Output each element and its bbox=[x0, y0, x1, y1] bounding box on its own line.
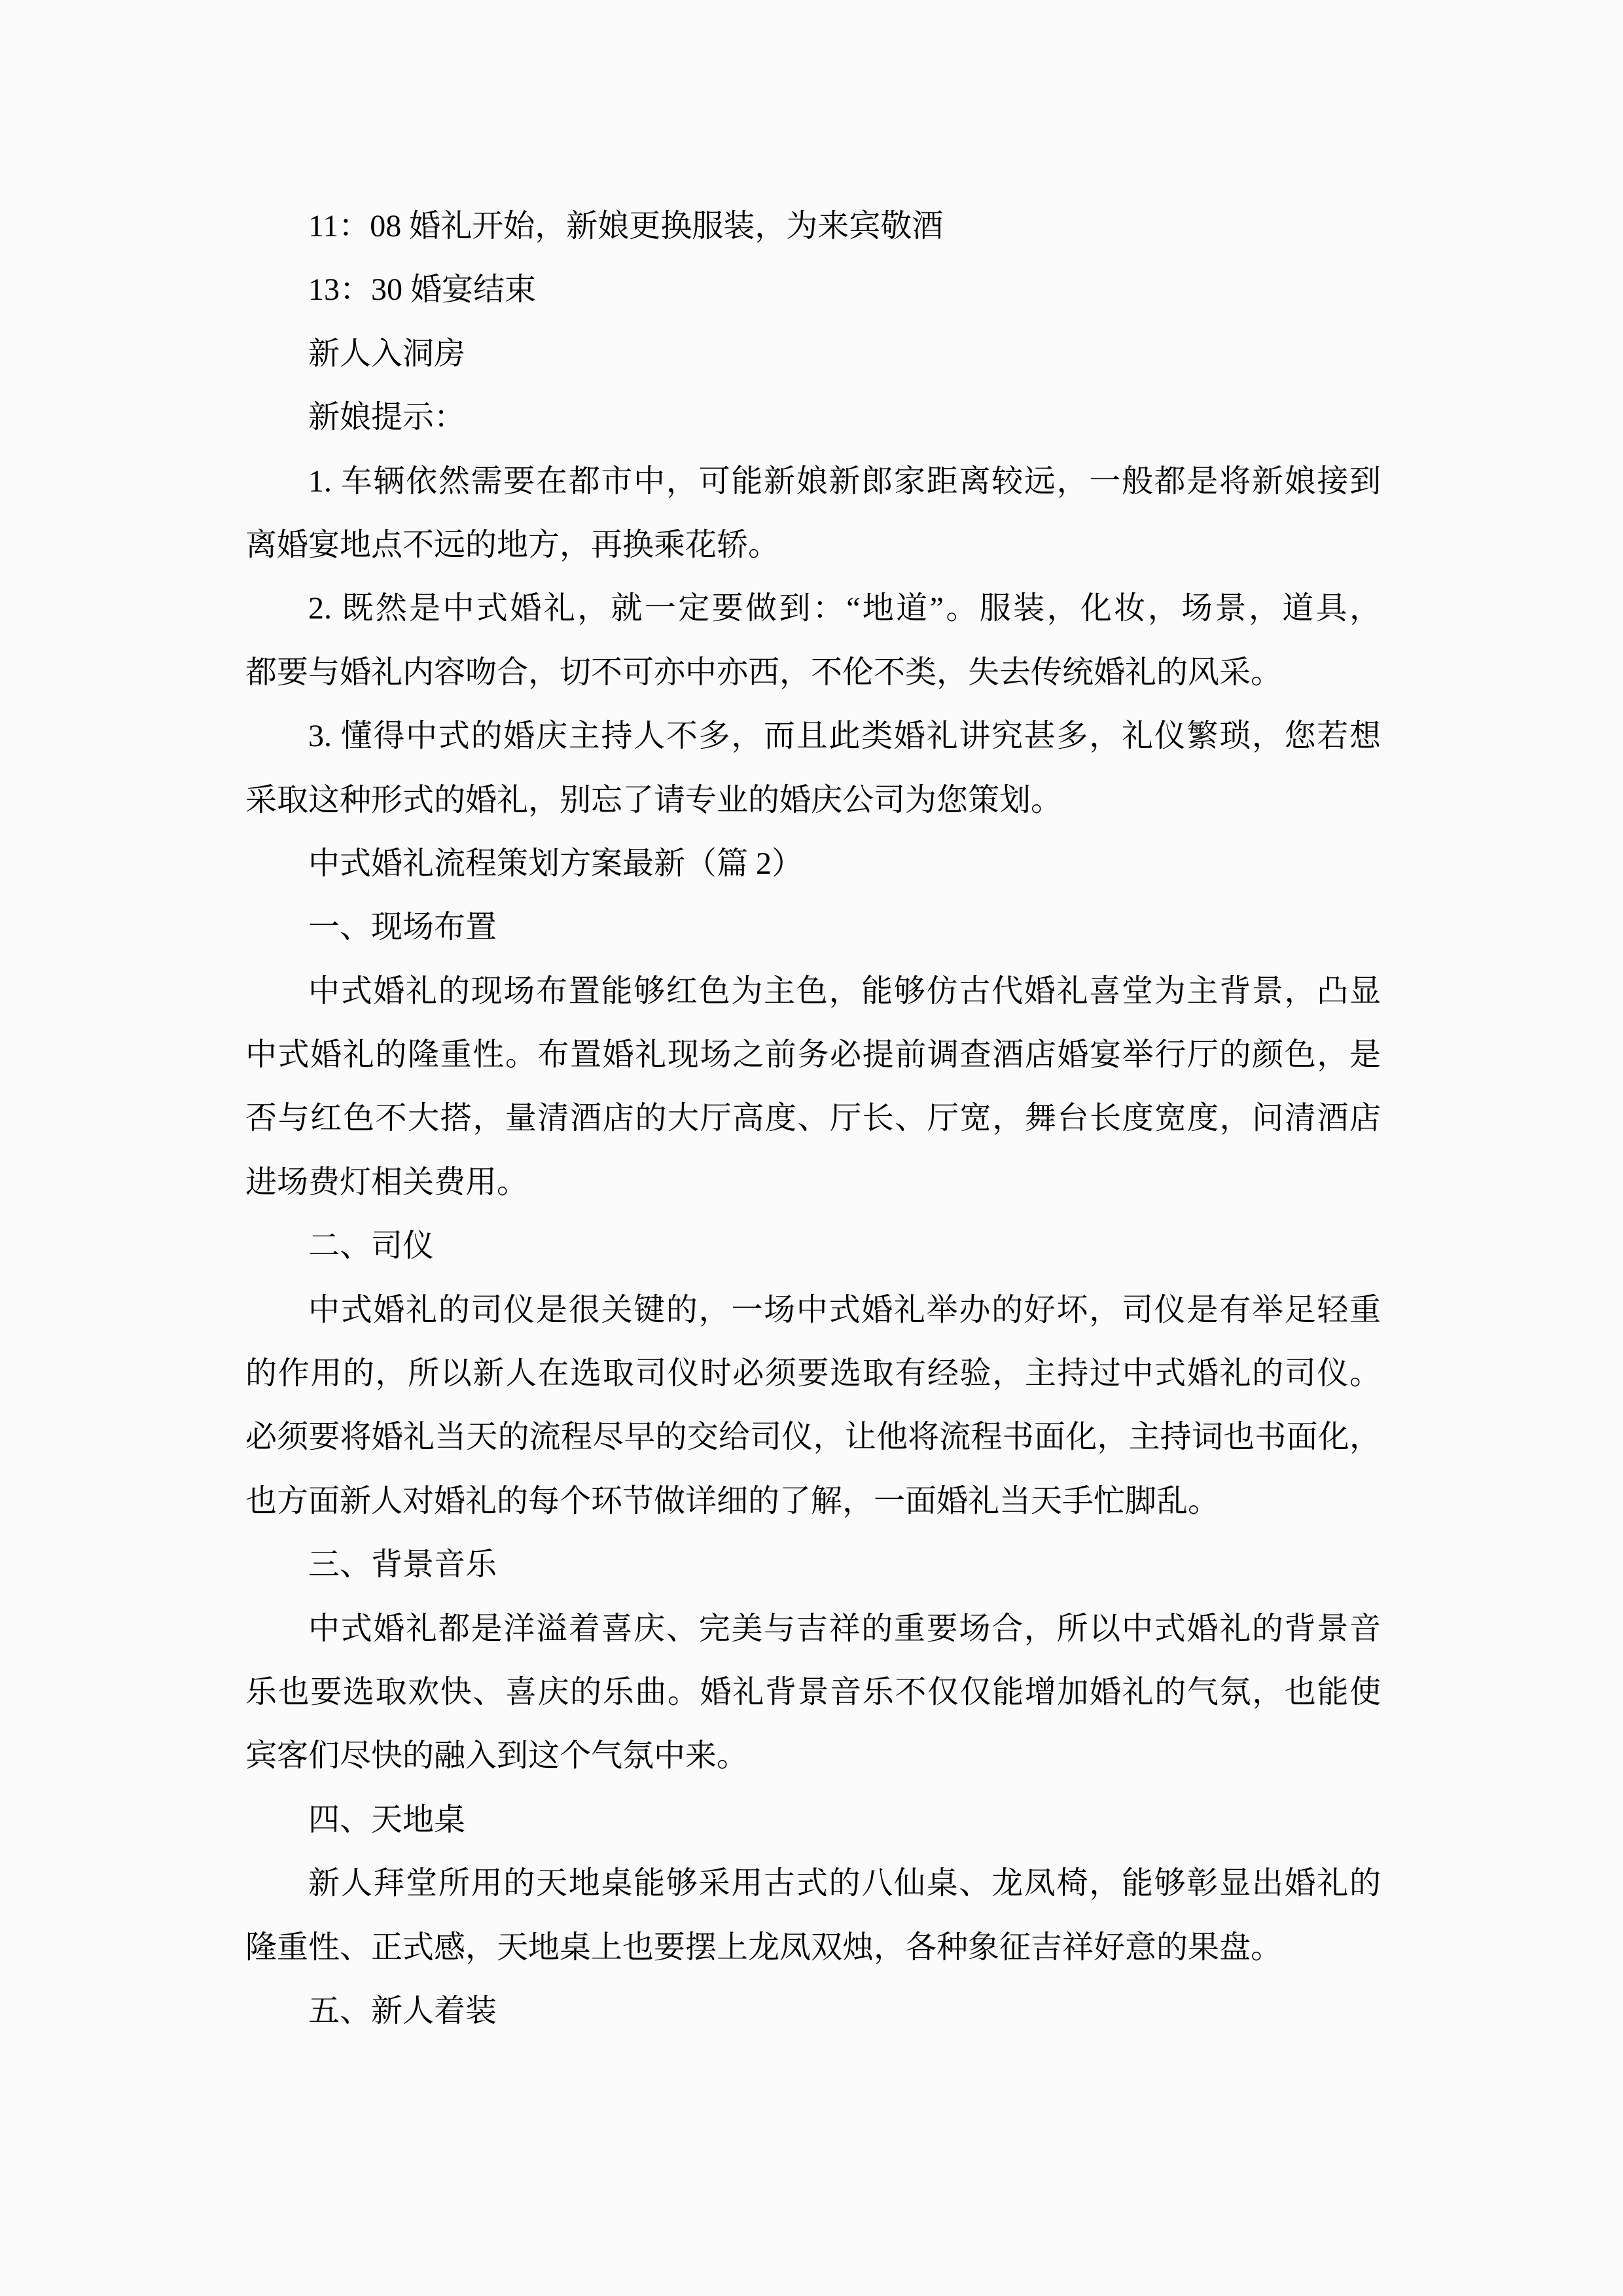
text-line: 离婚宴地点不远的地方，再换乘花轿。 bbox=[245, 527, 780, 562]
text-line: 2. 既然是中式婚礼，就一定要做到：“地道”。服装，化妆，场景，道具， bbox=[308, 591, 1381, 626]
text-line: 乐也要选取欢快、喜庆的乐曲。婚礼背景音乐不仅仅能增加婚礼的气氛，也能使 bbox=[245, 1674, 1381, 1710]
text-line: 宾客们尽快的融入到这个气氛中来。 bbox=[245, 1738, 749, 1774]
text-line: 五、新人着装 bbox=[308, 1993, 497, 2028]
text-line: 新人拜堂所用的天地桌能够采用古式的八仙桌、龙凤椅，能够彰显出婚礼的 bbox=[308, 1866, 1381, 1901]
text-line: 也方面新人对婚礼的每个环节做详细的了解，一面婚礼当天手忙脚乱。 bbox=[245, 1483, 1220, 1518]
text-line: 中式婚礼都是洋溢着喜庆、完美与吉祥的重要场合，所以中式婚礼的背景音 bbox=[308, 1611, 1381, 1646]
text-line: 新人入洞房 bbox=[308, 336, 466, 371]
text-line: 二、司仪 bbox=[308, 1229, 435, 1264]
text-line: 中式婚礼的司仪是很关键的，一场中式婚礼举办的好坏，司仪是有举足轻重 bbox=[308, 1292, 1381, 1327]
text-line: 1. 车辆依然需要在都市中，可能新娘新郎家距离较远，一般都是将新娘接到 bbox=[308, 463, 1381, 499]
text-line: 进场费灯相关费用。 bbox=[245, 1164, 529, 1200]
text-line: 新娘提示： bbox=[308, 400, 466, 435]
text-line: 三、背景音乐 bbox=[308, 1547, 497, 1583]
text-line: 一、现场布置 bbox=[308, 910, 497, 945]
document-text-block bbox=[245, 194, 1381, 2043]
text-line: 采取这种形式的婚礼，别忘了请专业的婚庆公司为您策划。 bbox=[245, 782, 1063, 817]
text-line: 中式婚礼的现场布置能够红色为主色，能够仿古代婚礼喜堂为主背景，凸显 bbox=[308, 973, 1381, 1009]
text-line: 必须要将婚礼当天的流程尽早的交给司仪，让他将流程书面化，主持词也书面化， bbox=[245, 1420, 1381, 1455]
text-line: 四、天地桌 bbox=[308, 1802, 466, 1837]
text-line: 中式婚礼流程策划方案最新（篇 2） bbox=[308, 846, 804, 881]
text-line: 都要与婚礼内容吻合，切不可亦中亦西，不伦不类，失去传统婚礼的风采。 bbox=[245, 655, 1283, 690]
text-line: 3. 懂得中式的婚庆主持人不多，而且此类婚礼讲究甚多，礼仪繁琐，您若想 bbox=[308, 719, 1381, 754]
text-line: 13：30 婚宴结束 bbox=[308, 272, 537, 308]
text-line: 11：08 婚礼开始，新娘更换服装，为来宾敬酒 bbox=[308, 209, 944, 243]
text-line: 隆重性、正式感，天地桌上也要摆上龙凤双烛，各种象征吉祥好意的果盘。 bbox=[245, 1929, 1283, 1965]
text-line: 否与红色不大搭，量清酒店的大厅高度、厅长、厅宽，舞台长度宽度，问清酒店 bbox=[245, 1101, 1381, 1136]
text-line: 的作用的，所以新人在选取司仪时必须要选取有经验，主持过中式婚礼的司仪。 bbox=[245, 1356, 1381, 1391]
text-line: 中式婚礼的隆重性。布置婚礼现场之前务必提前调查酒店婚宴举行厅的颜色，是 bbox=[245, 1037, 1381, 1073]
